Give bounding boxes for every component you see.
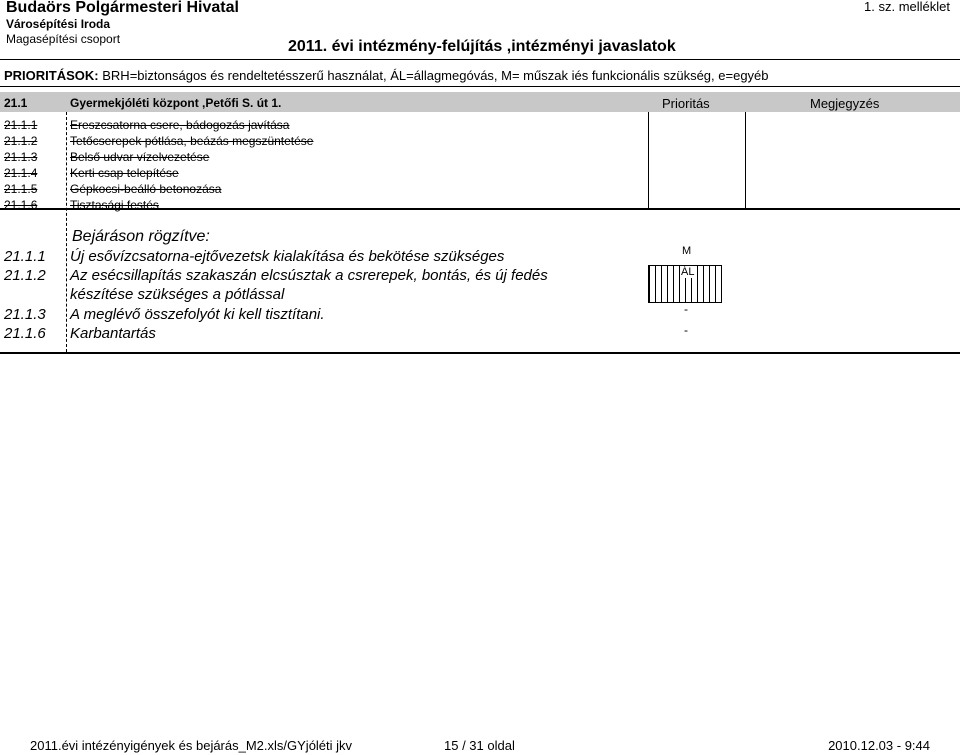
section-bottom-border [0, 352, 960, 354]
footer-filename: 2011.évi intézényigények és bejárás_M2.xls/GYjóléti jkv [30, 738, 353, 753]
priorities-label: PRIORITÁSOK: [4, 68, 99, 83]
inspection-item-number: 21.1.3 [4, 306, 46, 323]
footer-datetime: 2010.12.03 - 9:44 [828, 738, 930, 753]
priority-column-header: Prioritás [662, 96, 710, 111]
inspection-item-number: 21.1.1 [4, 248, 46, 265]
item-number: 21.1.6 [4, 198, 38, 212]
item-text: Ereszcsatorna csere, bádogozás javítása [70, 118, 290, 132]
item-number: 21.1.5 [4, 182, 38, 196]
inspection-item-text-continued: készítése szükséges a pótlással [70, 286, 285, 303]
item-text: Gépkocsi-beálló betonozása [70, 182, 222, 196]
item-text: Kerti csap telepítése [70, 166, 179, 180]
priorities-text: BRH=biztonságos és rendeltetésszerű használat, ÁL=állagmegóvás, M= műszak iés funkcionális szükség, e=egyéb [102, 68, 769, 83]
item-text: Tisztasági festés [70, 198, 159, 212]
priority-value: M [682, 245, 692, 257]
inspection-item-number: 21.1.6 [4, 325, 46, 342]
item-number: 21.1.3 [4, 150, 38, 164]
office-name: Városépítési Iroda [6, 17, 111, 31]
priorities-legend [4, 68, 769, 83]
section-title: Gyermekjóléti központ ,Petőfi S. út 1. [70, 96, 282, 110]
item-number: 21.1.2 [4, 134, 38, 148]
item-text: Tetőcserepek pótlása, beázás megszüntetése [70, 134, 314, 148]
document-title: 2011. évi intézmény-felújítás ,intézményi javaslatok [288, 38, 676, 55]
inspection-item-text: Az esécsillapítás szakaszán elcsúsztak a csrerepek, bontás, és új fedés [70, 267, 548, 284]
section-number: 21.1 [4, 96, 28, 110]
group-name: Magasépítési csoport [6, 32, 121, 46]
original-item-list [70, 117, 313, 213]
item-number: 21.1.4 [4, 166, 38, 180]
priority-value: - [684, 302, 688, 316]
priority-value: - [684, 323, 688, 337]
inspection-item-text: Új esővízcsatorna-ejtővezetsk kialakítása és bekötése szükséges [70, 248, 505, 265]
footer-page: 15 / 31 oldal [444, 738, 515, 753]
inspection-heading: Bejáráson rögzítve: [72, 228, 210, 245]
organization-name: Budaörs Polgármesteri Hivatal [6, 0, 239, 16]
inspection-item-text: A meglévő összefolyót ki kell tisztítani. [70, 306, 325, 323]
inspection-item-text: Karbantartás [70, 325, 156, 342]
inspection-item-number: 21.1.2 [4, 267, 46, 284]
note-column-header: Megjegyzés [810, 96, 880, 111]
annex-label: 1. sz. melléklet [864, 0, 950, 14]
priority-value: ÁL [681, 266, 695, 278]
item-text: Belső udvar vízelvezetése [70, 150, 210, 164]
original-item-number [4, 117, 37, 213]
item-number: 21.1.1 [4, 118, 38, 132]
